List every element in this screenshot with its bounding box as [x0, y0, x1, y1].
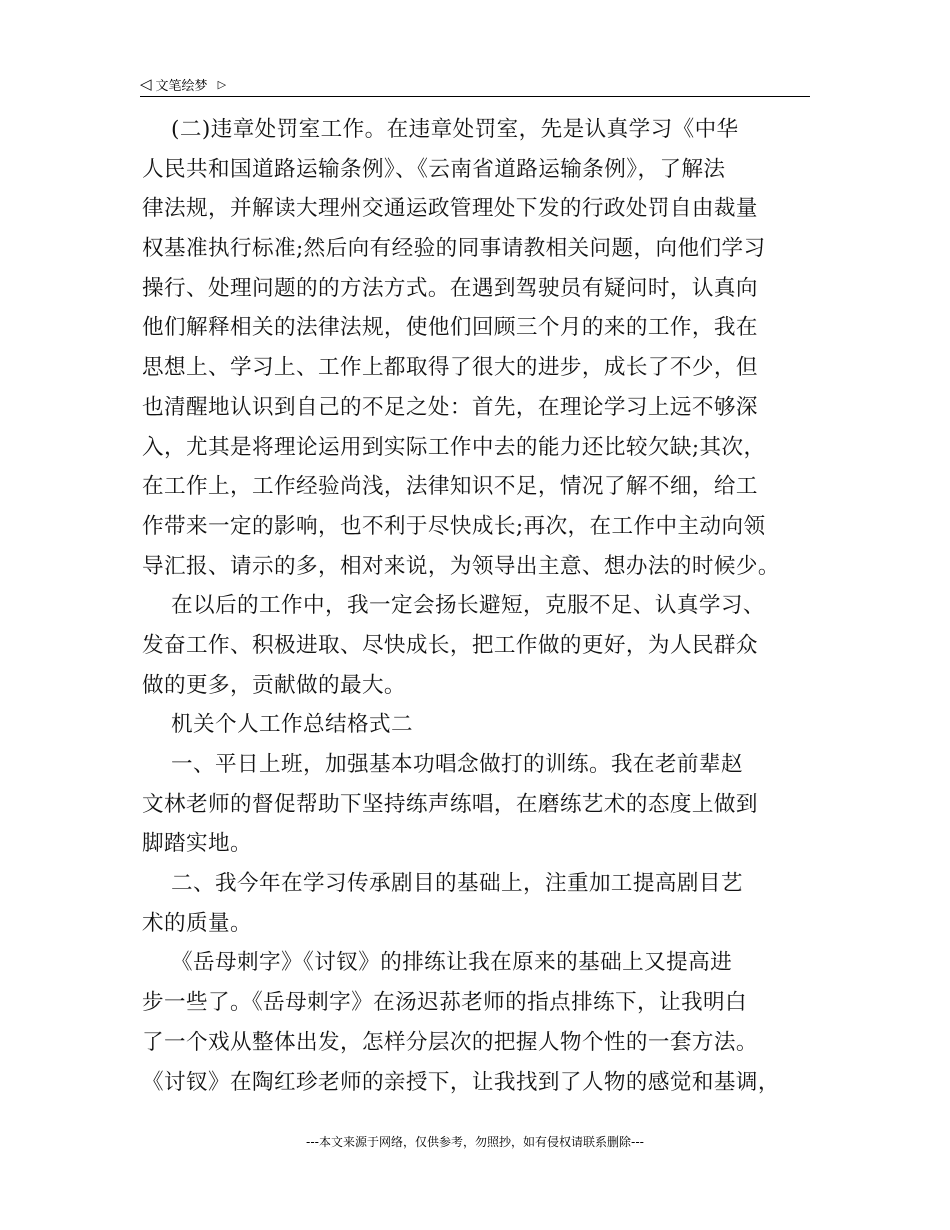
text-line: 做的更多，贡献做的最大。: [142, 672, 406, 698]
text-line: 思想上、学习上、工作上都取得了很大的进步，成长了不少，但: [142, 355, 758, 381]
text-line: 《讨钗》在陶红珍老师的亲授下，让我找到了人物的感觉和基调，: [142, 1069, 780, 1095]
text-line: 律法规，并解读大理州交通运政管理处下发的行政处罚自由裁量: [142, 196, 758, 222]
text-line: (二)违章处罚室工作。在违章处罚室，先是认真学习《中华: [142, 117, 739, 142]
text-line: 《岳母刺字》《讨钗》的排练让我在原来的基础上又提高进: [142, 950, 733, 976]
triangle-right-icon: ▷: [217, 77, 227, 91]
text-line: 作带来一定的影响，也不利于尽快成长;再次，在工作中主动向领: [142, 513, 766, 539]
text-line: 也清醒地认识到自己的不足之处：首先，在理论学习上远不够深: [142, 394, 758, 420]
text-line: 在以后的工作中，我一定会扬长避短，克服不足、认真学习、: [142, 593, 765, 619]
text-line: 在工作上，工作经验尚浅，法律知识不足，情况了解不细，给工: [142, 474, 758, 500]
text-line: 权基准执行标准;然后向有经验的同事请教相关问题，向他们学习: [142, 236, 766, 262]
text-line: 了一个戏从整体出发，怎样分层次的把握人物个性的一套方法。: [142, 1029, 758, 1055]
text-line: 步一些了。《岳母刺字》在汤迟荪老师的指点排练下，让我明白: [142, 990, 748, 1016]
text-line: 一、平日上班，加强基本功唱念做打的训练。我在老前辈赵: [142, 752, 743, 777]
text-line: 他们解释相关的法律法规，使他们回顾三个月的来的工作，我在: [142, 315, 758, 341]
page-header: [140, 72, 808, 96]
text-line: 人民共和国道路运输条例》、《云南省道路运输条例》，了解法: [142, 156, 726, 182]
text-line: 发奋工作、积极进取、尽快成长，把工作做的更好，为人民群众: [142, 632, 758, 658]
header-divider: [140, 96, 810, 97]
document-body: [142, 110, 814, 1102]
text-line: 入，尤其是将理论运用到实际工作中去的能力还比较欠缺;其次，: [142, 434, 766, 460]
text-line: 二、我今年在学习传承剧目的基础上，注重加工提高剧目艺: [142, 871, 743, 897]
section-heading: 机关个人工作总结格式二: [142, 712, 413, 738]
text-line: 术的质量。: [142, 910, 252, 936]
text-line: 文林老师的督促帮助下坚持练声练唱，在磨练艺术的态度上做到: [142, 791, 758, 817]
footer-notice: ---本文来源于网络，仅供参考，勿照抄，如有侵权请联系删除---: [306, 1135, 644, 1149]
header-title: 文笔绘梦: [155, 78, 208, 94]
text-line: 脚踏实地。: [142, 831, 252, 857]
text-line: 操行、处理问题的的方法方式。在遇到驾驶员有疑问时，认真向: [142, 275, 758, 301]
triangle-left-icon: ◁: [140, 75, 152, 93]
text-line: 导汇报、请示的多，相对来说，为领导出主意、想办法的时候少。: [142, 553, 780, 579]
